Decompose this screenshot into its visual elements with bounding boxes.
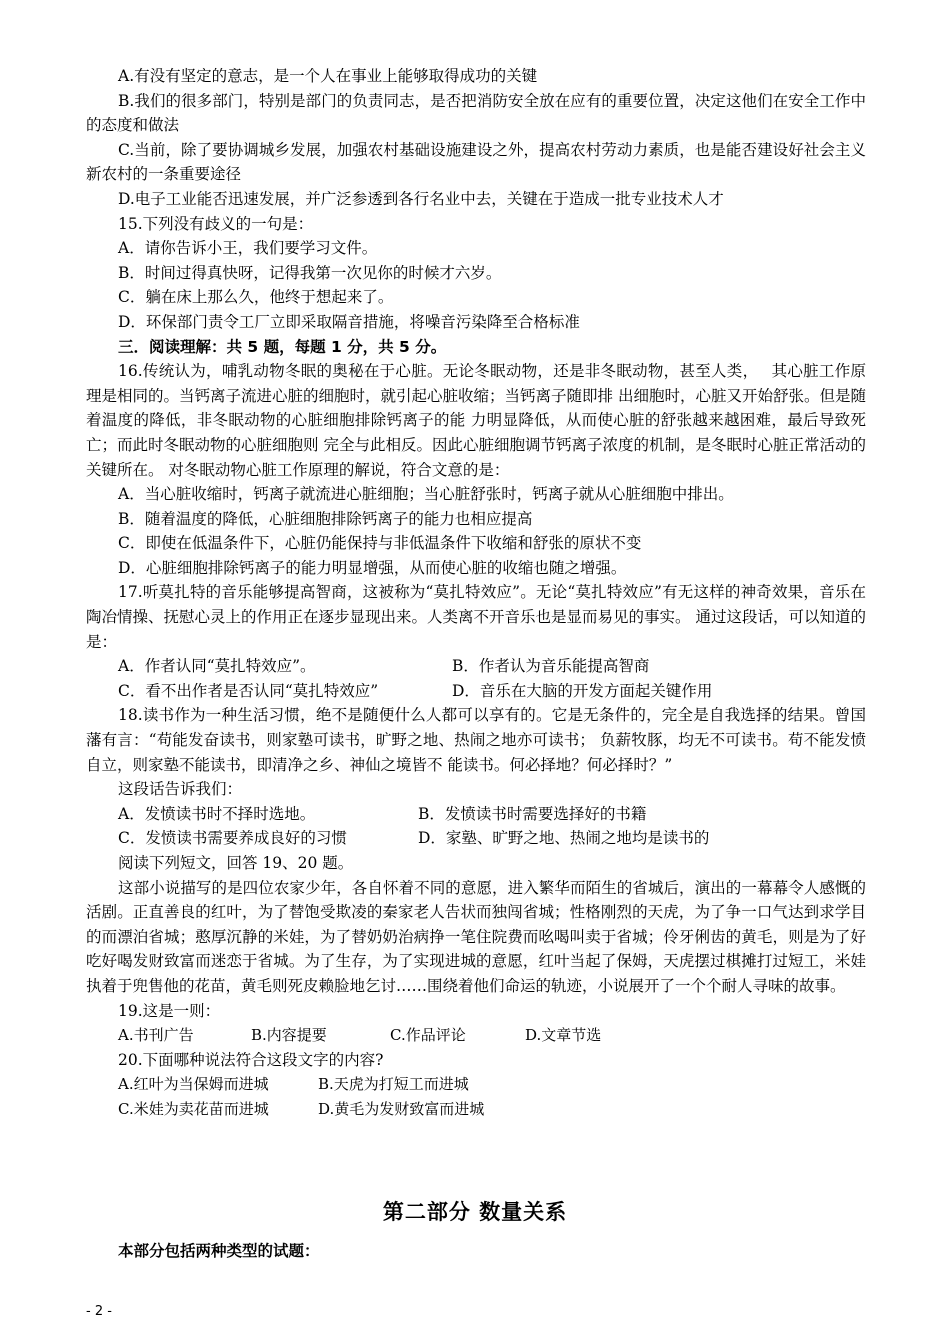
q14-option-b: B.我们的很多部门，特别是部门的负责同志，是否把消防安全放在应有的重要位置，决定这他们在安全工作中的态度和做法: [86, 91, 866, 135]
passage-intro: 阅读下列短文，回答 19、20 题。: [118, 854, 354, 872]
q20-options-row-1: [86, 1072, 866, 1097]
q17-option-b: B．作者认为音乐能提高智商: [452, 657, 650, 676]
q17-option-d: D．音乐在大脑的开发方面起关键作用: [452, 681, 713, 700]
q18-option-c: C．发愤读书需要养成良好的习惯: [118, 829, 347, 848]
q20-option-a: A.红叶为当保姆而进城: [118, 1075, 269, 1094]
q18-options-row-2: [86, 826, 866, 851]
q19-option-b: B.内容提要: [251, 1026, 327, 1045]
q17-option-a: A．作者认同“莫扎特效应”。: [118, 657, 316, 676]
q15-option-c: C．躺在床上那么久，他终于想起来了。: [118, 288, 394, 307]
q20-options-row-2: [86, 1097, 866, 1122]
q14-option-c: C.当前，除了要协调城乡发展，加强农村基础设施建设之外，提高农村劳动力素质，也是能否建设好社会主义新农村的一条重要途径: [86, 140, 866, 184]
section3-title: 三．阅读理解：共 5 题，每题 1 分，共 5 分。: [118, 337, 447, 356]
part2-title: 第二部分 数量关系: [382, 1200, 568, 1224]
q17-stem: 17.听莫扎特的音乐能够提高智商，这被称为“莫扎特效应”。无论“莫扎特效应”有无这样的神奇效果，音乐在陶冶情操、抚慰心灵上的作用正在逐步显现出来。人类离不开音乐也是显而易见的事实。 通过这段话，可以知道的是：: [86, 583, 866, 651]
q16-option-a: A．当心脏收缩时，钙离子就流进心脏细胞；当心脏舒张时，钙离子就从心脏细胞中排出。: [118, 485, 734, 504]
q15-option-a: A．请你告诉小王，我们要学习文件。: [118, 239, 378, 258]
q15-option-b: B．时间过得真快呀，记得我第一次见你的时候才六岁。: [118, 263, 502, 282]
q17-options-row-1: [86, 654, 866, 679]
q17-option-c: C．看不出作者是否认同“莫扎特效应”: [118, 681, 379, 700]
q16-option-c: C．即使在低温条件下，心脏仍能保持与非低温条件下收缩和舒张的原状不变: [118, 534, 642, 553]
q19-option-c: C.作品评论: [390, 1026, 466, 1045]
q18-stem: 18.读书作为一种生活习惯，绝不是随便什么人都可以享有的。它是无条件的，完全是自我选择的结果。曾国藩有言：“苟能发奋读书，则家塾可读书，旷野之地、热闹之地亦可读书； 负薪牧豚，均无不可读书。苟不能发愤自立，则家塾不能读书，即清净之乡、神仙之境皆不 能读书。何必择地？何必择时？”: [86, 706, 866, 774]
q19-options-row: [86, 1023, 866, 1048]
page-number: - 2 -: [86, 1304, 112, 1319]
q16-option-d: D．心脏细胞排除钙离子的能力明显增强，从而使心脏的收缩也随之增强。: [118, 558, 627, 577]
q19-option-d: D.文章节选: [525, 1026, 602, 1045]
q14-option-d: D.电子工业能否迅速发展，并广泛参透到各行名业中去，关键在于造成一批专业技术人才: [118, 189, 724, 208]
q18-intro: 这段话告诉我们：: [118, 780, 243, 799]
q18-options-row-1: [86, 802, 866, 827]
part2-description: 本部分包括两种类型的试题：: [118, 1242, 320, 1260]
q20-option-b: B.天虎为打短工而进城: [318, 1075, 469, 1094]
q17-options-row-2: [86, 679, 866, 704]
q18-option-b: B．发愤读书时需要选择好的书籍: [418, 804, 647, 823]
q19-stem: 19.这是一则：: [118, 1001, 221, 1020]
q15-stem: 15.下列没有歧义的一句是：: [118, 214, 314, 233]
q14-option-a: A.有没有坚定的意志，是一个人在事业上能够取得成功的关键: [118, 67, 538, 85]
q15-option-d: D．环保部门责令工厂立即采取隔音措施，将噪音污染降至合格标准: [118, 312, 580, 331]
q18-option-d: D．家塾、旷野之地、热闹之地均是读书的: [418, 829, 710, 848]
q18-option-a: A．发愤读书时不择时选地。: [118, 804, 316, 823]
q16-stem: 16.传统认为，哺乳动物冬眠的奥秘在于心脏。无论冬眠动物，还是非冬眠动物，甚至人类， 其心脏工作原理是相同的。当钙离子流进心脏的细胞时，就引起心脏收缩；当钙离子随即排 出细胞时，心脏又开始舒张。但是随着温度的降低，非冬眠动物的心脏细胞排除钙离子的能 力明显降低，从而使心脏的舒张越来越困难，最后导致死亡；而此时冬眠动物的心脏细胞则 完全与此相反。因此心脏细胞调节钙离子浓度的机制，是冬眠时心脏正常活动的关键所在。 对冬眠动物心脏工作原理的解说，符合文意的是：: [86, 362, 866, 479]
q20-option-c: C.米娃为卖花苗而进城: [118, 1099, 269, 1118]
q16-option-b: B．随着温度的降低，心脏细胞排除钙离子的能力也相应提高: [118, 509, 533, 528]
passage-text: 这部小说描写的是四位农家少年，各自怀着不同的意愿，进入繁华而陌生的省城后，演出的一幕幕令人感慨的活剧。正直善良的红叶，为了替饱受欺凌的秦家老人告状而独闯省城；性格刚烈的天虎，为了争一口气达到求学目的而漂泊省城；憨厚沉静的米娃，为了替奶奶治病挣一笔住院费而吆喝叫卖于省城；伶牙俐齿的黄毛，则是为了好吃好喝发财致富而迷恋于省城。为了生存，为了实现进城的意愿，红叶当起了保姆，天虎摆过棋摊打过短工，米娃执着于兜售他的花苗，黄毛则死皮赖脸地乞讨……围绕着他们命运的轨迹，小说展开了一个个耐人寻味的故事。: [86, 878, 866, 995]
document-body: [86, 64, 866, 1122]
q20-option-d: D.黄毛为发财致富而进城: [318, 1099, 485, 1118]
q19-option-a: A.书刊广告: [118, 1026, 194, 1045]
q20-stem: 20.下面哪种说法符合这段文字的内容?: [118, 1050, 384, 1069]
